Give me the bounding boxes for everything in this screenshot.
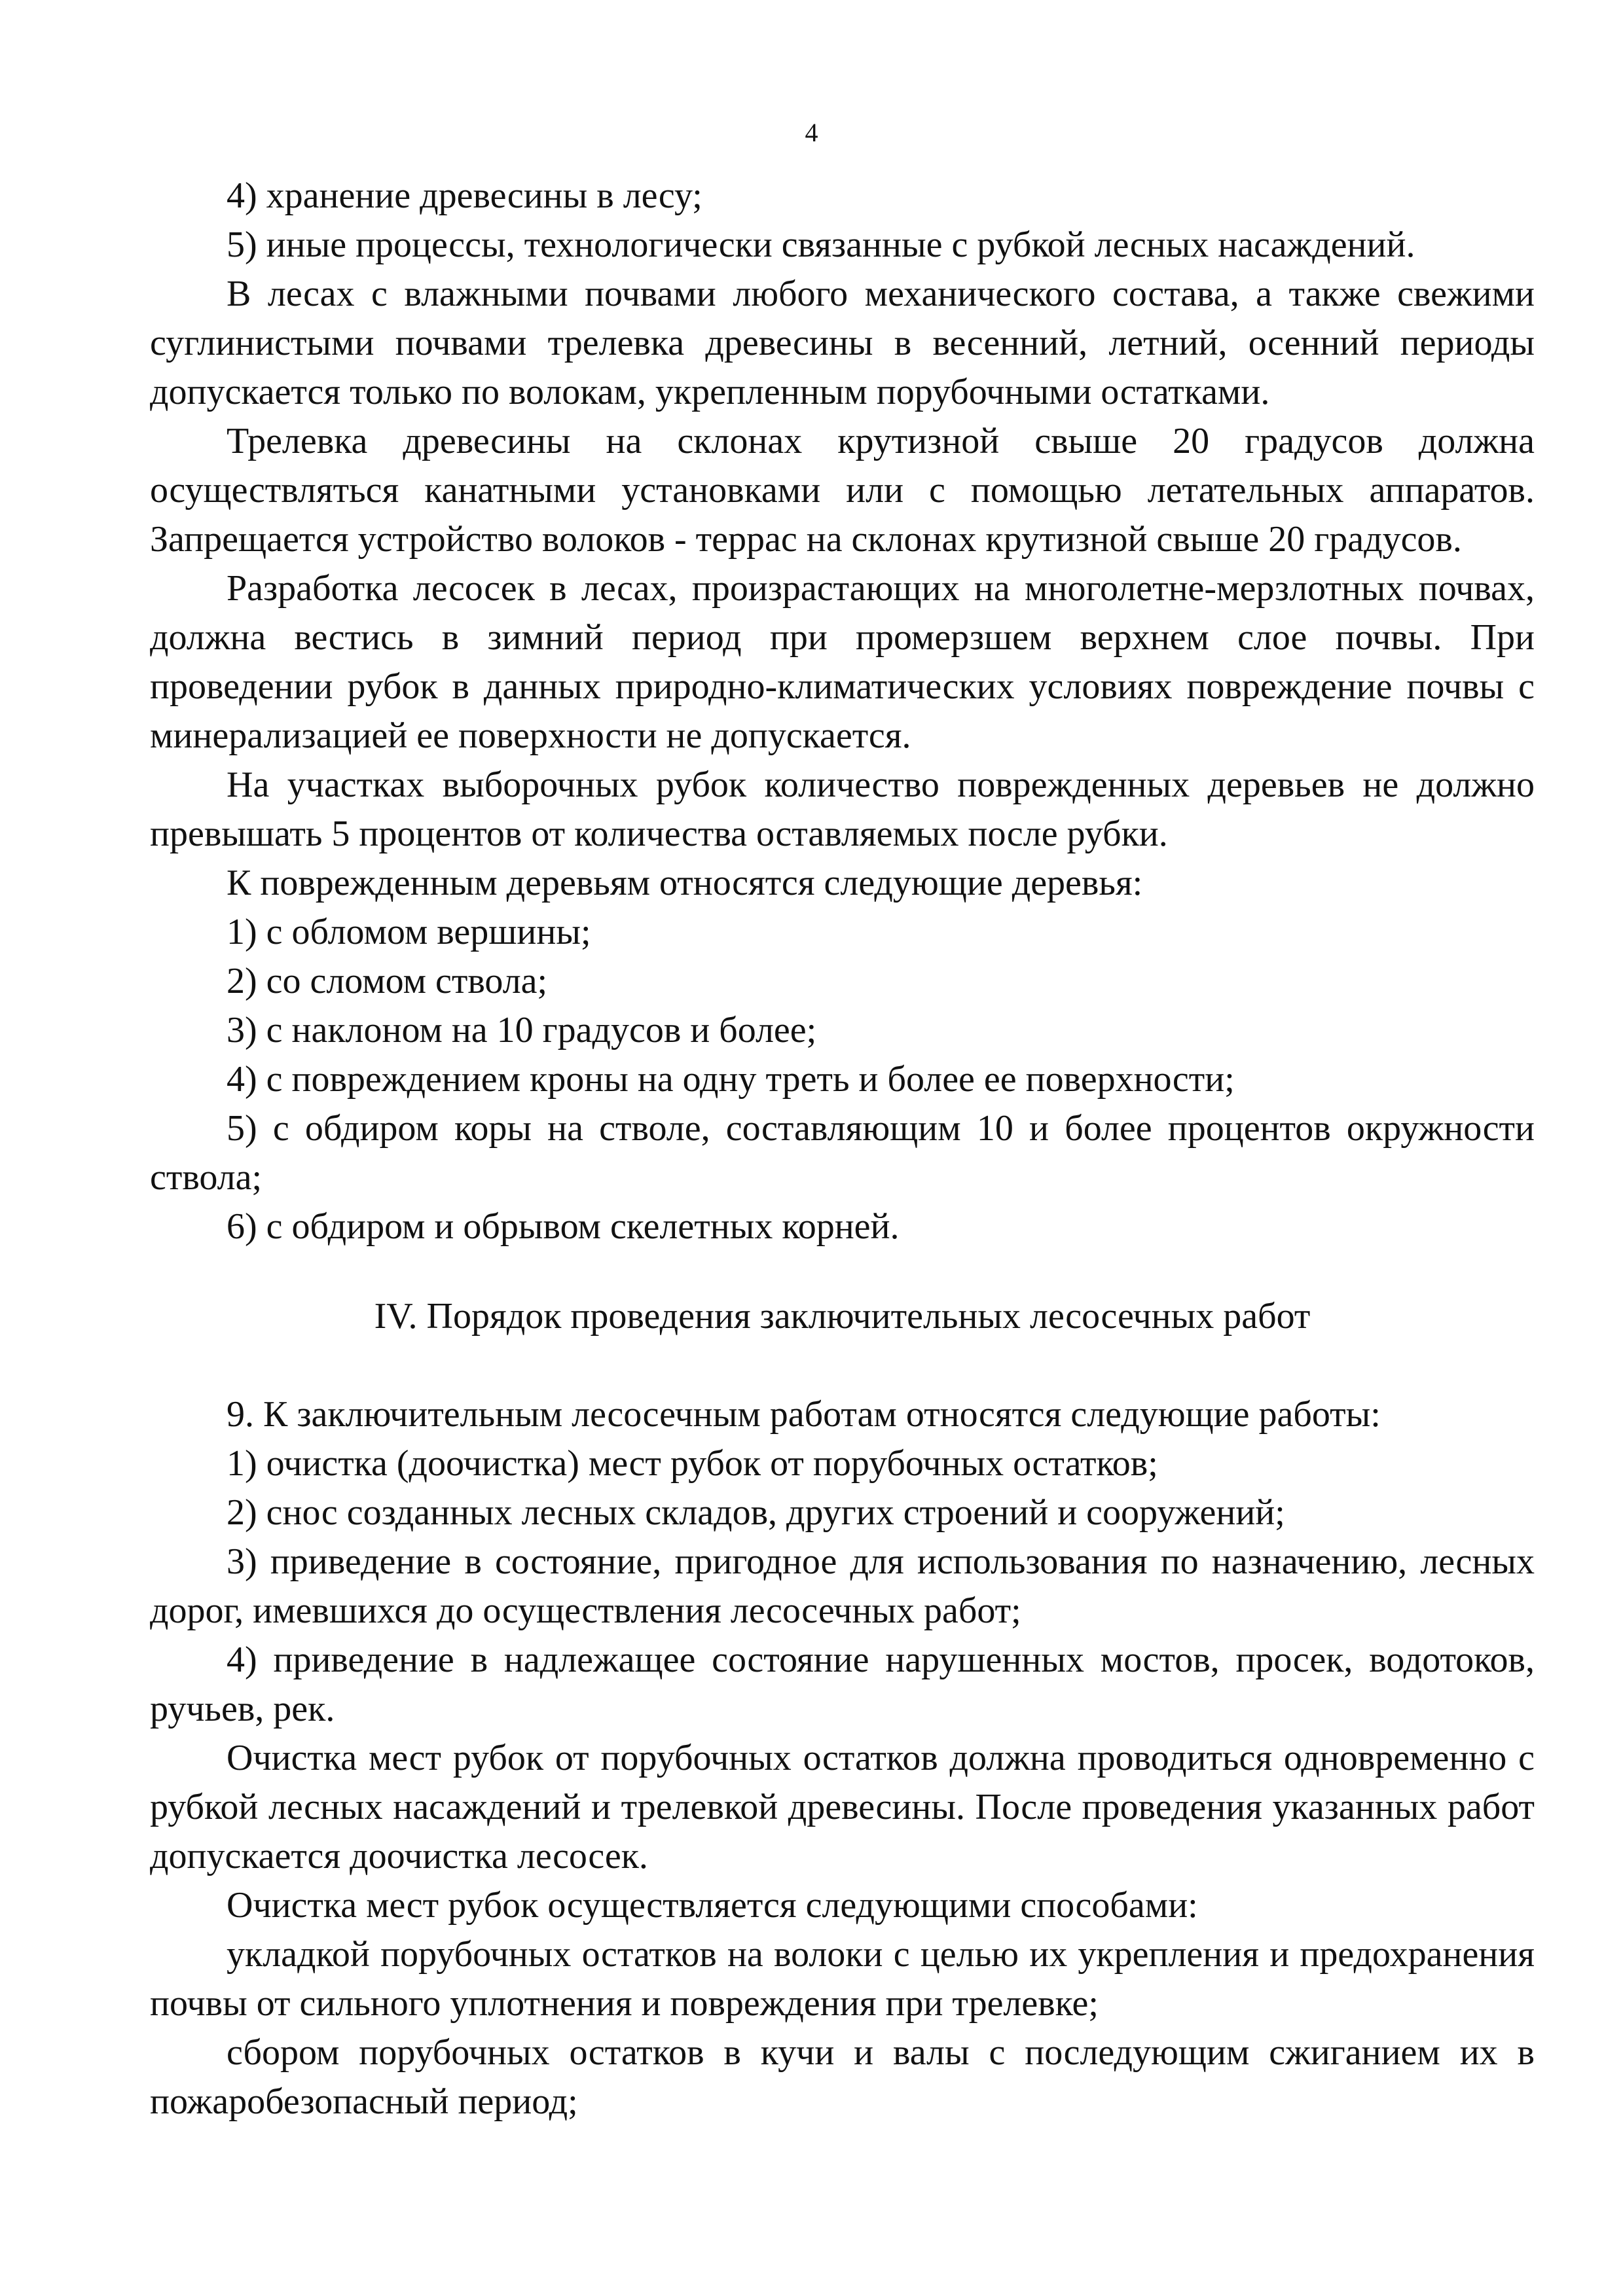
paragraph: 5) иные процессы, технологически связанные с рубкой лесных насаждений. [227,224,1415,265]
paragraph: 9. К заключительным лесосечным работам относятся следующие работы: [227,1394,1381,1435]
paragraph: Разработка лесосек в лесах, произрастающих на многолетне-мерзлотных почвах, должна вестись в зимний период при промерзшем верхнем слое почвы. При проведении рубок в данных природно-климатических условиях повреждение почвы с минерализацией ее поверхности не допускается. [150,568,1535,756]
paragraph: На участках выборочных рубок количество поврежденных деревьев не должно превышать 5 процентов от количества оставляемых после рубки. [150,764,1535,854]
list-item: 5) с обдиром коры на стволе, составляющим 10 и более процентов окружности ствола; [150,1108,1535,1198]
paragraph: В лесах с влажными почвами любого механического состава, а также свежими суглинистыми почвами трелевка древесины в весенний, летний, осенний периоды допускается только по волокам, укрепленным порубочными остатками. [150,274,1535,412]
list-item: 4) приведение в надлежащее состояние нарушенных мостов, просек, водотоков, ручьев, рек. [150,1640,1535,1729]
list-item: 3) с наклоном на 10 градусов и более; [227,1010,817,1050]
list-item: 1) с обломом вершины; [227,912,591,952]
list-item: 2) снос созданных лесных складов, других строений и сооружений; [227,1492,1285,1533]
paragraph: укладкой порубочных остатков на волоки с целью их укрепления и предохранения почвы от сильного уплотнения и повреждения при трелевке; [150,1934,1535,2024]
list-item: 3) приведение в состояние, пригодное для использования по назначению, лесных дорог, имевшихся до осуществления лесосечных работ; [150,1541,1535,1631]
list-item: 1) очистка (доочистка) мест рубок от порубочных остатков; [227,1443,1158,1484]
paragraph: 4) хранение древесины в лесу; [227,175,702,216]
paragraph: сбором порубочных остатков в кучи и валы с последующим сжиганием их в пожаробезопасный период; [150,2032,1535,2122]
list-item: 6) с обдиром и обрывом скелетных корней. [227,1206,900,1247]
page-number: 4 [805,118,818,147]
document-body [150,171,1535,2126]
paragraph: Очистка мест рубок осуществляется следующими способами: [227,1885,1198,1926]
section-heading: IV. Порядок проведения заключительных лесосечных работ [374,1296,1311,1336]
paragraph: Очистка мест рубок от порубочных остатков должна проводиться одновременно с рубкой лесных насаждений и трелевкой древесины. После проведения указанных работ допускается доочистка лесосек. [150,1738,1535,1876]
paragraph: К поврежденным деревьям относятся следующие деревья: [227,863,1143,903]
list-item: 2) со сломом ствола; [227,961,548,1001]
list-item: 4) с повреждением кроны на одну треть и более ее поверхности; [227,1059,1235,1100]
paragraph: Трелевка древесины на склонах крутизной свыше 20 градусов должна осуществляться канатными установками или с помощью летательных аппаратов. Запрещается устройство волоков - террас на склонах крутизной свыше 20 градусов. [150,421,1535,560]
